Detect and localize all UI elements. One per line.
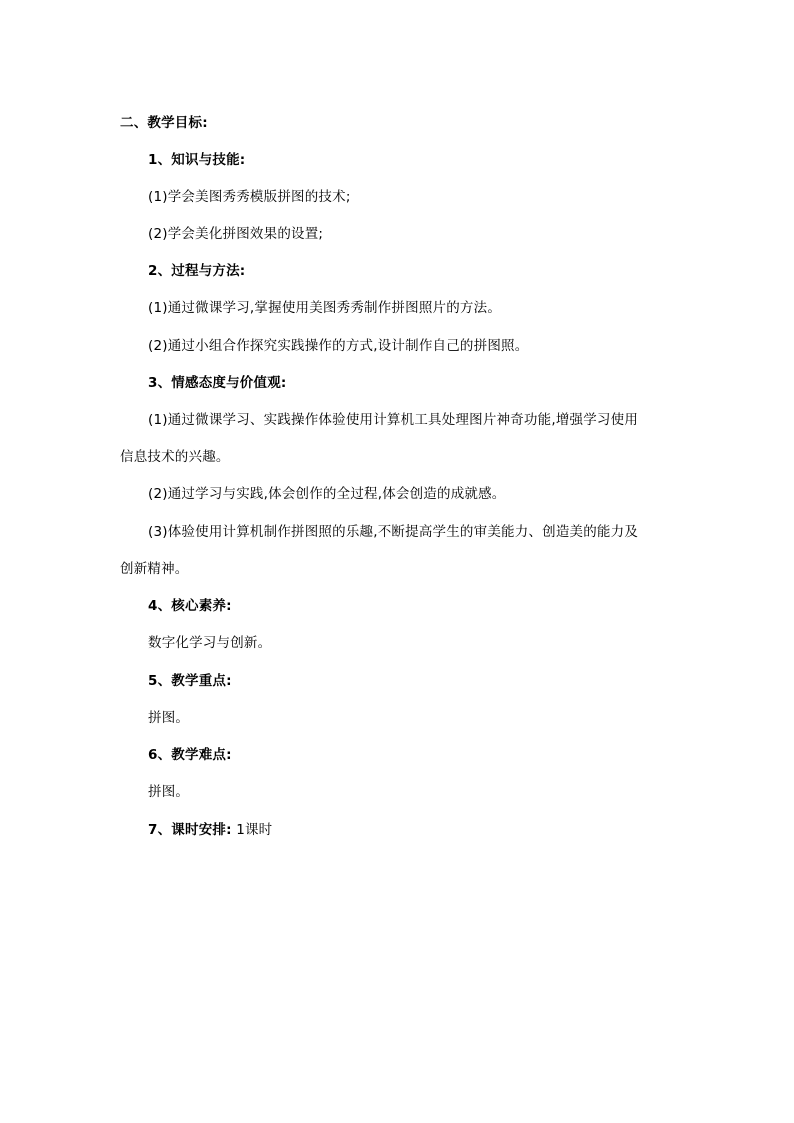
emotion-item-1-line-2: 信息技术的兴趣。 (120, 449, 230, 465)
knowledge-item-1: (1)学会美图秀秀模版拼图的技术; (148, 189, 351, 205)
emotion-heading: 3、情感态度与价值观: (148, 375, 287, 391)
process-heading: 2、过程与方法: (148, 263, 246, 279)
process-item-1: (1)通过微课学习,掌握使用美图秀秀制作拼图照片的方法。 (148, 300, 502, 316)
key-point-content: 拼图。 (148, 710, 190, 726)
emotion-item-1-line-1: (1)通过微课学习、实践操作体验使用计算机工具处理图片神奇功能,增强学习使用 (148, 412, 639, 428)
process-item-2: (2)通过小组合作探究实践操作的方式,设计制作自己的拼图照。 (148, 338, 529, 354)
emotion-item-3-line-1: (3)体验使用计算机制作拼图照的乐趣,不断提高学生的审美能力、创造美的能力及 (148, 524, 639, 540)
difficulty-content: 拼图。 (148, 784, 190, 800)
section-heading-objectives: 二、教学目标: (120, 115, 208, 131)
schedule-content: 1课时 (231, 822, 273, 838)
schedule-heading: 7、课时安排: (148, 822, 232, 838)
knowledge-heading: 1、知识与技能: (148, 152, 246, 168)
literacy-heading: 4、核心素养: (148, 598, 232, 614)
difficulty-heading: 6、教学难点: (148, 747, 232, 763)
literacy-content: 数字化学习与创新。 (148, 635, 272, 651)
emotion-item-3-line-2: 创新精神。 (120, 561, 189, 577)
emotion-item-2: (2)通过学习与实践,体会创作的全过程,体会创造的成就感。 (148, 486, 506, 502)
schedule-line (148, 821, 272, 839)
key-point-heading: 5、教学重点: (148, 673, 232, 689)
knowledge-item-2: (2)学会美化拼图效果的设置; (148, 226, 324, 242)
